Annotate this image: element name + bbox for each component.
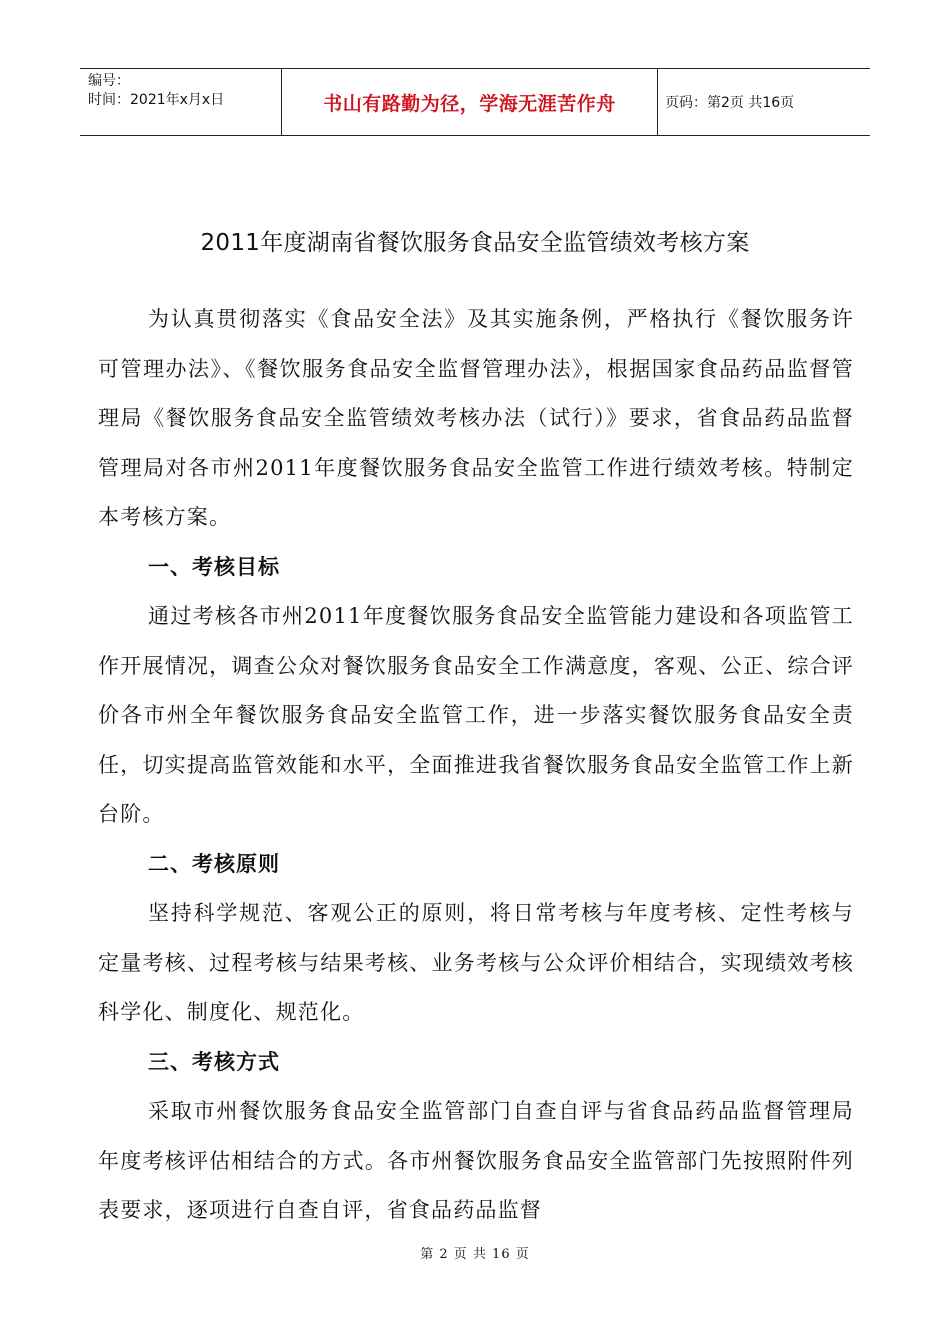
document-title: 2011年度湖南省餐饮服务食品安全监管绩效考核方案 — [200, 230, 750, 256]
time-label: 时间：2021年x月x日 — [88, 92, 225, 108]
page-info: 页码：第2页 共16页 — [665, 95, 795, 111]
intro-paragraph: 为认真贯彻落实《食品安全法》及其实施条例，严格执行《餐饮服务许可管理办法》、《餐饮服务食品安全监督管理办法》，根据国家食品药品监督管理局《餐饮服务食品安全监管绩效考核办法（试行）》要求，省食品药品监督管理局对各市州2011年度餐饮服务食品安全监管工作进行绩效考核。特制定本考核方案。 — [98, 307, 854, 529]
header-page-cell — [658, 69, 870, 135]
number-label: 编号： — [88, 73, 130, 89]
header-motto-cell — [282, 69, 658, 135]
header-table — [80, 68, 870, 136]
page-footer: 第 2 页 共 16 页 — [420, 1247, 530, 1262]
motto-text: 书山有路勤为径，学海无涯苦作舟 — [323, 92, 616, 115]
principle-paragraph: 坚持科学规范、客观公正的原则，将日常考核与年度考核、定性考核与定量考核、过程考核与结果考核、业务考核与公众评价相结合，实现绩效考核科学化、制度化、规范化。 — [98, 901, 854, 1024]
document-body — [98, 295, 854, 1236]
section-heading-method: 三、考核方式 — [148, 1049, 280, 1074]
section-heading-principle: 二、考核原则 — [148, 851, 280, 876]
header-left-cell — [80, 69, 282, 135]
method-paragraph: 采取市州餐饮服务食品安全监管部门自查自评与省食品药品监督管理局年度考核评估相结合的方式。各市州餐饮服务食品安全监管部门先按照附件列表要求，逐项进行自查自评，省食品药品监督 — [98, 1099, 854, 1222]
section-heading-goal: 一、考核目标 — [148, 554, 280, 579]
goal-paragraph: 通过考核各市州2011年度餐饮服务食品安全监管能力建设和各项监管工作开展情况，调查公众对餐饮服务食品安全工作满意度，客观、公正、综合评价各市州全年餐饮服务食品安全监管工作，进一步落实餐饮服务食品安全责任，切实提高监管效能和水平，全面推进我省餐饮服务食品安全监管工作上新台阶。 — [98, 604, 854, 826]
